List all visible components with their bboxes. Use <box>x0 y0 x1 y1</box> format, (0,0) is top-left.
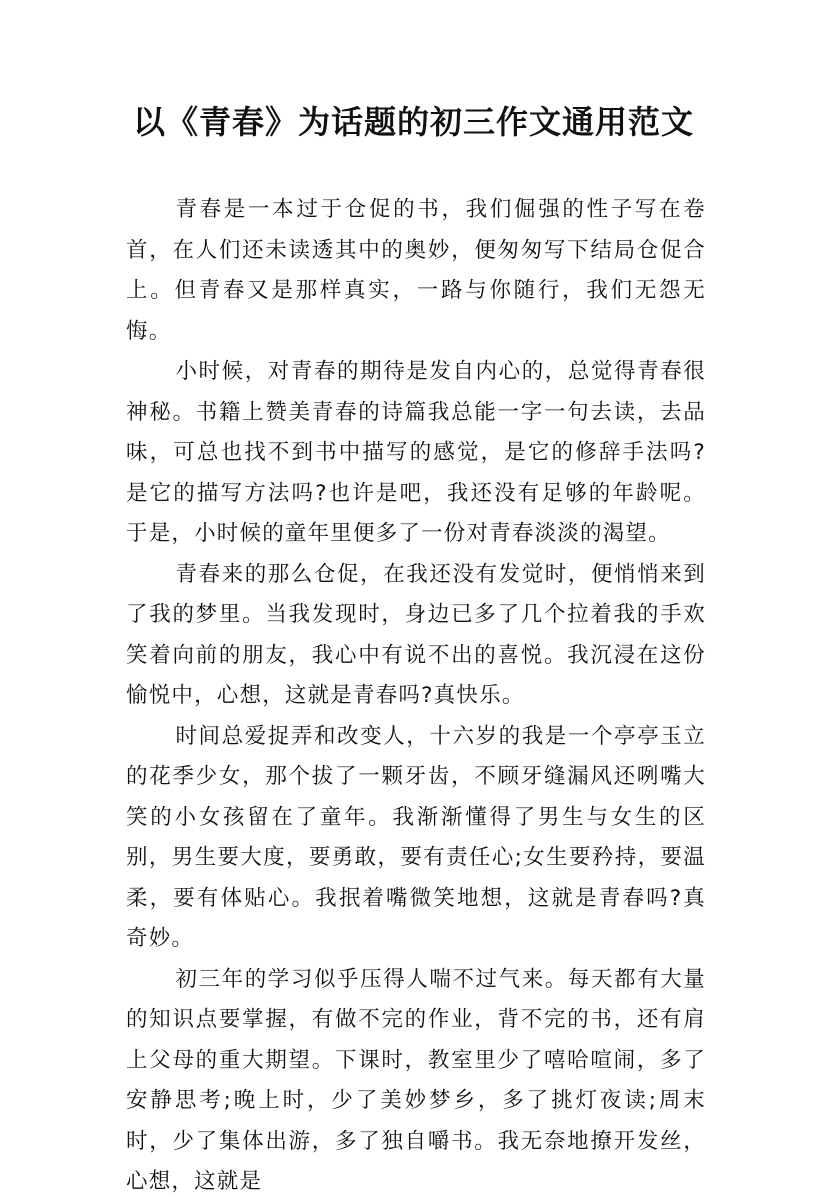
document-title: 以《青春》为话题的初三作文通用范文 <box>132 103 694 141</box>
paragraph-5: 初三年的学习似乎压得人喘不过气来。每天都有大量的知识点要掌握，有做不完的作业，背不完的书，还有肩上父母的重大期望。下课时，教室里少了嘻哈喧闹，多了安静思考;晚上时，少了美妙梦乡，多了挑灯夜读;周末时，少了集体出游，多了独自嚼书。我无奈地撩开发丝，心想，这就是 <box>126 966 706 1194</box>
paragraph-1: 青春是一本过于仓促的书，我们倔强的性子写在卷首，在人们还未读透其中的奥妙，便匆匆写下结局仓促合上。但青春又是那样真实，一路与你随行，我们无怨无悔。 <box>126 197 706 344</box>
paragraph-3: 青春来的那么仓促，在我还没有发觉时，便悄悄来到了我的梦里。当我发现时，身边已多了几个拉着我的手欢笑着向前的朋友，我心中有说不出的喜悦。我沉浸在这份愉悦中，心想，这就是青春吗?真快乐。 <box>126 561 706 708</box>
paragraph-4: 时间总爱捉弄和改变人，十六岁的我是一个亭亭玉立的花季少女，那个拔了一颗牙齿，不顾牙缝漏风还咧嘴大笑的小女孩留在了童年。我渐渐懂得了男生与女生的区别，男生要大度，要勇敢，要有责任心;女生要矜持，要温柔，要有体贴心。我抿着嘴微笑地想，这就是青春吗?真奇妙。 <box>126 723 706 951</box>
document-body <box>126 190 706 1203</box>
paragraph-2: 小时候，对青春的期待是发自内心的，总觉得青春很神秘。书籍上赞美青春的诗篇我总能一字一句去读，去品味，可总也找不到书中描写的感觉，是它的修辞手法吗?是它的描写方法吗?也许是吧，我还没有足够的年龄呢。于是，小时候的童年里便多了一份对青春淡淡的渴望。 <box>126 359 706 546</box>
